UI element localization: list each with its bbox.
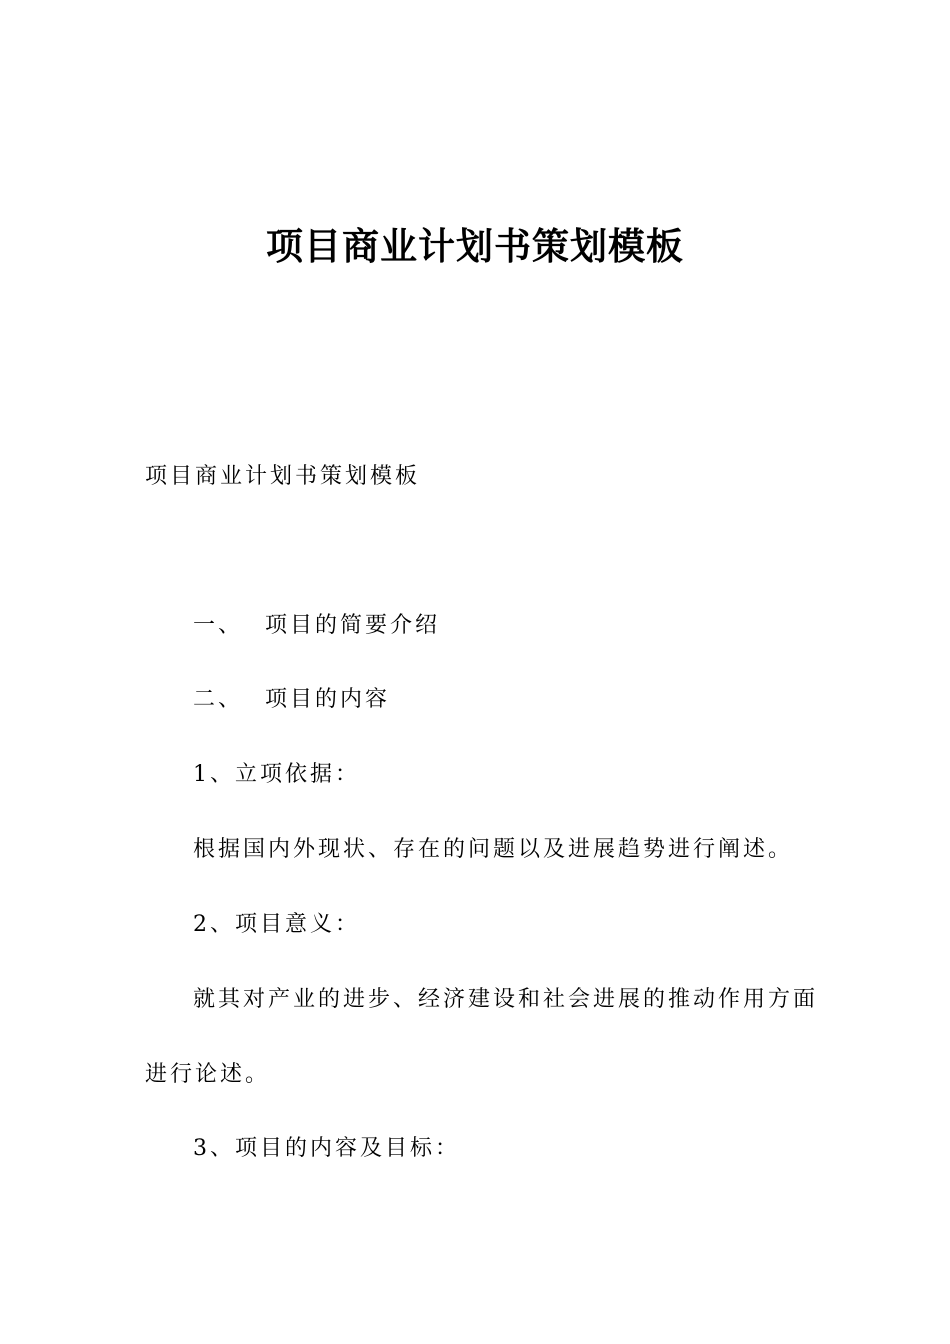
item-label-3: 3、项目的内容及目标： (193, 1136, 460, 1161)
document-title: 项目商业计划书策划模板 (266, 225, 684, 268)
section-heading-2 (193, 685, 390, 715)
section-number-1: 一、 (193, 613, 244, 638)
item-label-2: 2、项目意义： (193, 912, 360, 937)
item-paragraph-2-line-1: 就其对产业的进步、经济建设和社会进展的推动作用方面 (193, 987, 819, 1012)
section-number-2: 二、 (193, 687, 244, 712)
section-heading-1 (193, 611, 440, 641)
item-label-1: 1、立项依据： (193, 762, 360, 787)
section-label-1: 项目的简要介绍 (265, 613, 441, 638)
item-paragraph-2-line-2: 进行论述。 (145, 1062, 271, 1087)
item-paragraph-1: 根据国内外现状、存在的问题以及进展趋势进行阐述。 (193, 837, 794, 862)
document-subtitle: 项目商业计划书策划模板 (145, 464, 421, 489)
section-label-2: 项目的内容 (265, 687, 391, 712)
